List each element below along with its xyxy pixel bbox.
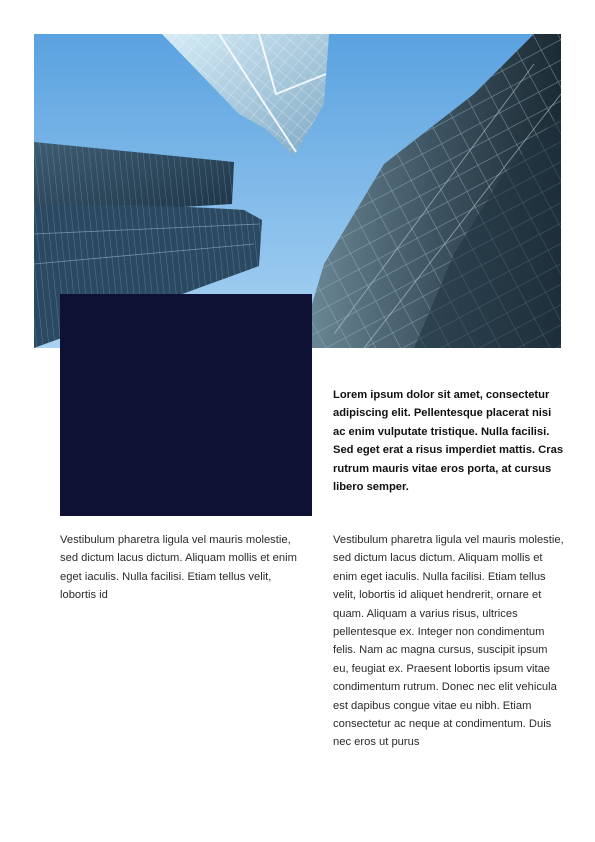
navy-accent-block [60,294,312,516]
body-column-left: Vestibulum pharetra ligula vel mauris molestie, sed dictum lacus dictum. Aliquam mollis et enim eget iaculis. Nulla facilisi. Etiam tellus velit, lobortis id [60,534,297,602]
lead-paragraph: Lorem ipsum dolor sit amet, consectetur adipiscing elit. Pellentesque placerat nisi ac enim vulputate tristique. Nulla facilisi. Sed eget erat a risus imperdiet mattis. Cras rutrum mauris vitae eros porta, at cursus libero semper. [333,389,564,494]
body-column-right: Vestibulum pharetra ligula vel mauris molestie, sed dictum lacus dictum. Aliquam mollis et enim eget iaculis. Nulla facilisi. Etiam tellus velit, lobortis id aliquet hendrerit, ornare et quam. Aliquam a varius risus, ultrices pellentesque ex. Integer non condimentum felis. Nam ac magna cursus, suscipit ipsum eu, feugiat ex. Praesent lobortis ipsum vitae condimentum rutrum. Donec nec elit vehicula est dapibus congue vitae eu nibh. Etiam consectetur ac neque at condimentum. Duis nec eros ut purus [333,534,564,749]
